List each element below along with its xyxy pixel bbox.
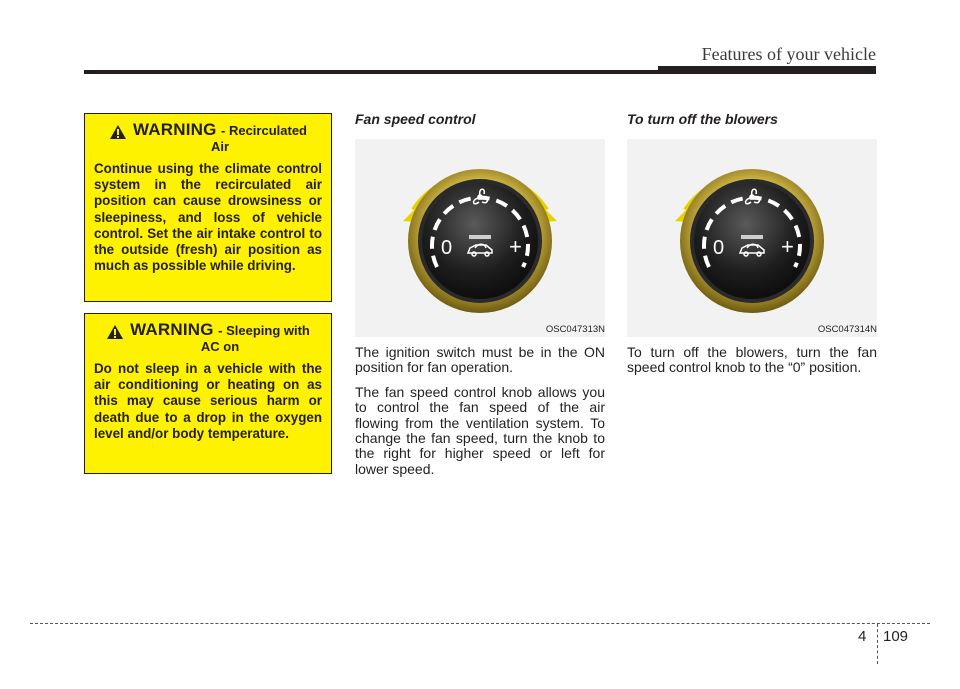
body-paragraph: The fan speed control knob allows you to control the fan speed of the air flowing from the ventilation system. To change the fan speed, turn the knob to the right for higher speed or left for lower speed. bbox=[355, 383, 605, 477]
warning-subtitle-2: Air bbox=[210, 139, 230, 154]
fan-speed-figure bbox=[355, 139, 605, 337]
knob-plus-label: + bbox=[509, 234, 522, 259]
knob-zero-label: 0 bbox=[441, 237, 453, 259]
warning-body: Do not sleep in a vehicle with the air conditioning or heating on as this may cause serious harm or death due to a drop in the oxygen level and/or body temperature. bbox=[94, 361, 322, 441]
footer-rule bbox=[30, 623, 930, 624]
fan-speed-section bbox=[355, 111, 605, 477]
chapter-number: 4 bbox=[858, 628, 867, 645]
knob-plus-label: + bbox=[781, 234, 794, 259]
warning-triangle-icon bbox=[106, 324, 124, 340]
blowers-off-figure bbox=[627, 139, 877, 337]
warning-title bbox=[94, 122, 322, 155]
body-paragraph: To turn off the blowers, turn the fan speed control knob to the “0” position. bbox=[627, 344, 877, 376]
warning-triangle-icon bbox=[109, 124, 127, 140]
page-number: 109 bbox=[883, 628, 909, 645]
header-rule-tab bbox=[658, 66, 876, 72]
warning-label: WARNING bbox=[130, 320, 214, 339]
figure-code: OSC047314N bbox=[817, 324, 877, 335]
warning-subtitle-2: AC on bbox=[200, 339, 240, 354]
warning-body: Continue using the climate control system in the recirculated air position can cause drowsiness or sleepiness, and loss of vehicle control. Set the air intake control to the outside (fresh) air position as much as possible while driving. bbox=[94, 161, 322, 274]
warning-box-sleeping-ac bbox=[84, 313, 332, 474]
warning-subtitle: - Recirculated bbox=[221, 123, 307, 138]
warning-box-recirculated-air bbox=[84, 113, 332, 302]
warning-subtitle: - Sleeping with bbox=[218, 323, 310, 338]
header-title: Features of your vehicle bbox=[701, 44, 876, 64]
knob-zero-label: 0 bbox=[713, 237, 725, 259]
warning-title bbox=[94, 322, 322, 355]
fan-knob-illustration bbox=[627, 139, 877, 337]
warning-label: WARNING bbox=[133, 120, 217, 139]
fan-knob-illustration bbox=[355, 139, 605, 337]
blowers-off-section bbox=[627, 111, 877, 376]
figure-code: OSC047313N bbox=[545, 324, 605, 335]
footer-divider bbox=[877, 624, 878, 664]
section-title: Fan speed control bbox=[355, 111, 476, 127]
body-paragraph: The ignition switch must be in the ON position for fan operation. bbox=[355, 344, 605, 376]
section-title: To turn off the blowers bbox=[627, 111, 778, 127]
